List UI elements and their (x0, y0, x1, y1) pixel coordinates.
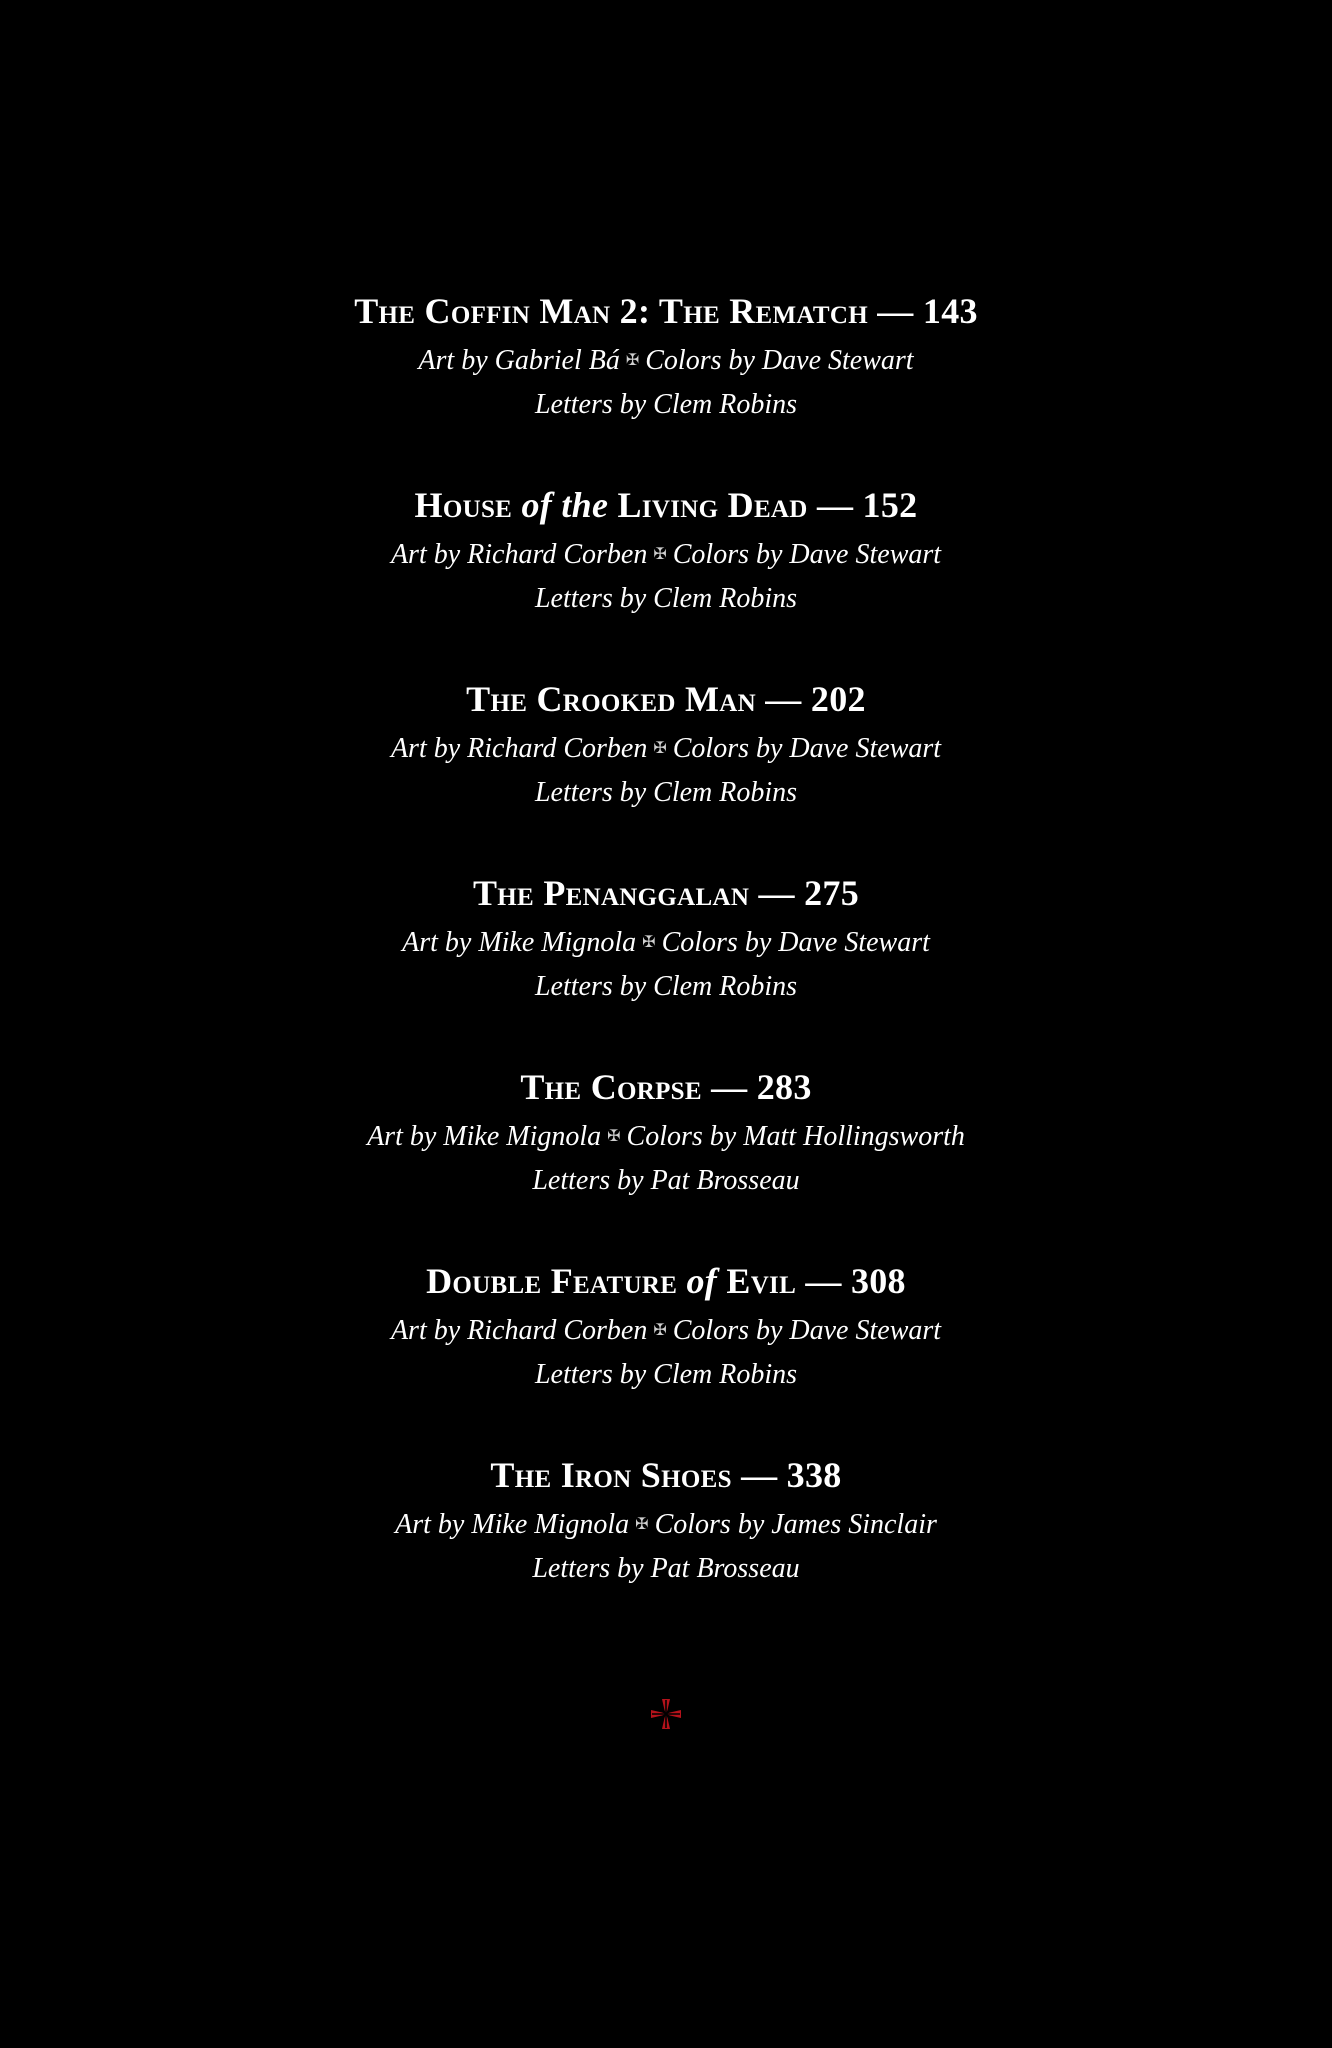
credit-line (0, 921, 1332, 965)
credit-line (0, 533, 1332, 577)
letters-credit: Letters by Pat Brosseau (532, 1165, 800, 1196)
separator-cross-icon: ✠ (625, 352, 640, 369)
colors-credit: Colors by Dave Stewart (661, 927, 930, 958)
separator-cross-icon: ✠ (607, 1128, 621, 1145)
colors-credit: Colors by Dave Stewart (672, 539, 942, 570)
story-title: Double Feature of Evil — 308 (426, 1261, 906, 1301)
art-credit: Art by Richard Corben (390, 733, 648, 764)
separator-cross-icon: ✠ (653, 546, 667, 563)
table-of-contents (0, 283, 1332, 1641)
colors-credit: Colors by Dave Stewart (645, 345, 914, 376)
toc-entry (0, 671, 1332, 865)
toc-entry (0, 477, 1332, 671)
credit-line (0, 1115, 1332, 1159)
credit-line (0, 339, 1332, 383)
toc-entry (0, 865, 1332, 1059)
colors-credit: Colors by James Sinclair (654, 1509, 937, 1540)
colors-credit: Colors by Dave Stewart (672, 733, 942, 764)
story-title: The Penanggalan — 275 (473, 873, 859, 913)
letters-credit: Letters by Clem Robins (534, 1359, 798, 1390)
art-credit: Art by Mike Mignola (367, 1121, 602, 1152)
story-title: The Iron Shoes — 338 (490, 1455, 842, 1495)
credit-line (0, 1309, 1332, 1353)
toc-entry (0, 1059, 1332, 1253)
letters-credit: Letters by Clem Robins (534, 971, 798, 1002)
art-credit: Art by Richard Corben (390, 1315, 648, 1346)
colors-credit: Colors by Matt Hollingsworth (626, 1121, 965, 1152)
colors-credit: Colors by Dave Stewart (672, 1315, 942, 1346)
story-title: The Crooked Man — 202 (466, 679, 866, 719)
art-credit: Art by Richard Corben (390, 539, 648, 570)
art-credit: Art by Mike Mignola (395, 1509, 630, 1540)
separator-cross-icon: ✠ (635, 1516, 649, 1533)
art-credit: Art by Mike Mignola (402, 927, 637, 958)
toc-entry (0, 283, 1332, 477)
art-credit: Art by Gabriel Bá (418, 345, 620, 376)
letters-credit: Letters by Clem Robins (534, 777, 798, 808)
story-title: The Corpse — 283 (520, 1067, 812, 1107)
cross-pattee-icon (651, 1699, 681, 1729)
credit-line (0, 1503, 1332, 1547)
separator-cross-icon: ✠ (642, 934, 656, 951)
letters-credit: Letters by Pat Brosseau (532, 1553, 800, 1584)
story-title: The Coffin Man 2: The Rematch — 143 (354, 291, 978, 331)
separator-cross-icon: ✠ (653, 740, 667, 757)
toc-entry (0, 1253, 1332, 1447)
letters-credit: Letters by Clem Robins (534, 583, 798, 614)
credit-line (0, 727, 1332, 771)
letters-credit: Letters by Clem Robins (534, 389, 798, 420)
toc-entry (0, 1447, 1332, 1641)
separator-cross-icon: ✠ (653, 1322, 667, 1339)
story-title: House of the Living Dead — 152 (414, 485, 918, 525)
